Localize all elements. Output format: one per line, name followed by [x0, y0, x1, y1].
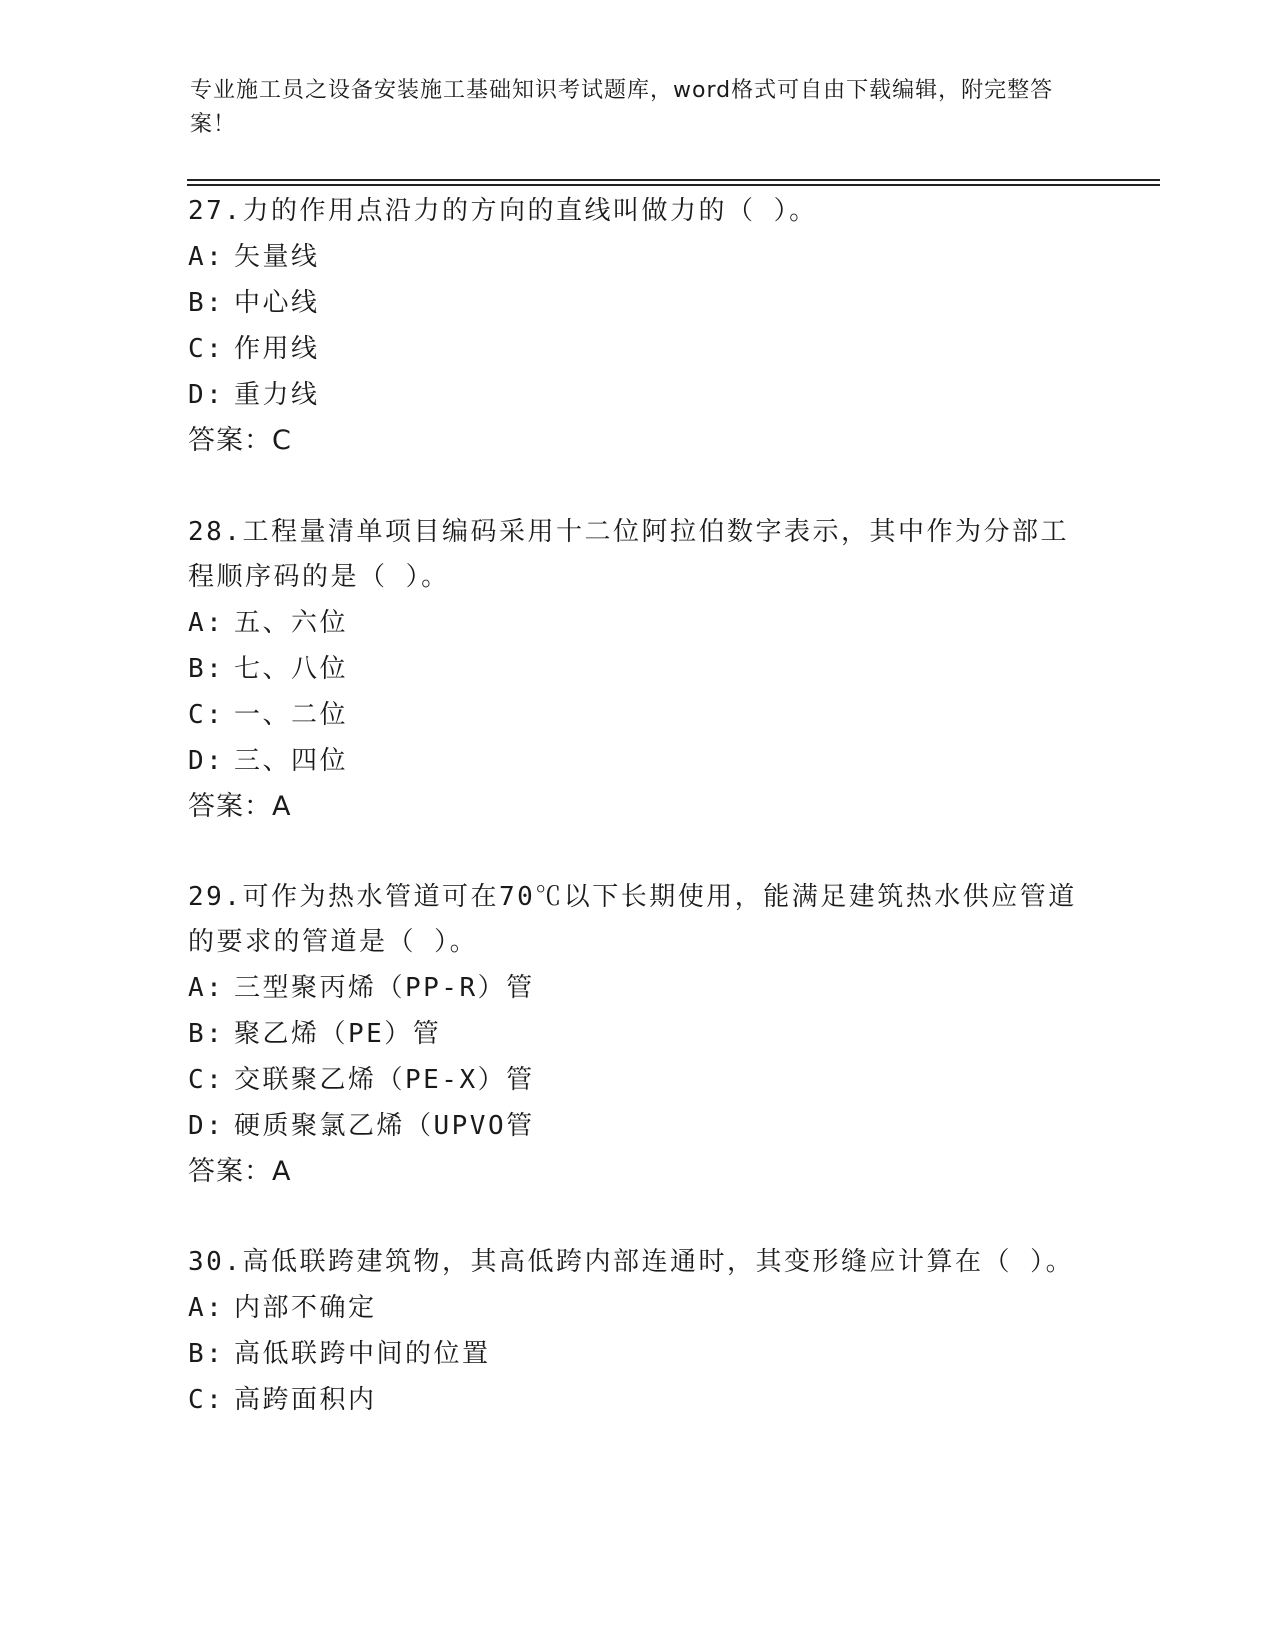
question-stem: 29.可作为热水管道可在70℃以下长期使用，能满足建筑热水供应管道的要求的管道是（ ）。 [188, 882, 1077, 957]
answer: 答案：C [188, 425, 292, 456]
option-d [188, 738, 1088, 784]
option-a [188, 965, 1088, 1011]
option-c [188, 692, 1088, 738]
option-b [188, 646, 1088, 692]
option-letter: B: [188, 288, 225, 318]
answer: 答案：A [188, 791, 292, 822]
option-letter: D: [188, 746, 225, 776]
option-letter: A: [188, 608, 225, 638]
option-b [188, 1011, 1088, 1057]
header-divider-bottom [187, 184, 1160, 186]
option-d [188, 1103, 1088, 1149]
option-letter: C: [188, 334, 225, 364]
option-d [188, 372, 1088, 418]
option-letter: B: [188, 1019, 225, 1049]
question-stem: 30.高低联跨建筑物，其高低跨内部连通时，其变形缝应计算在（ ）。 [188, 1247, 1075, 1277]
question-30 [188, 1240, 1088, 1423]
option-text: 三、四位 [234, 746, 349, 776]
option-a [188, 600, 1088, 646]
question-27 [188, 189, 1088, 464]
option-text: 交联聚乙烯（PE-X）管 [234, 1065, 535, 1095]
option-a [188, 234, 1088, 280]
option-text: 一、二位 [234, 700, 349, 730]
option-text: 七、八位 [234, 654, 349, 684]
option-letter: C: [188, 700, 225, 730]
question-stem: 27.力的作用点沿力的方向的直线叫做力的（ ）。 [188, 196, 818, 226]
option-text: 五、六位 [234, 608, 349, 638]
option-letter: C: [188, 1385, 225, 1415]
option-letter: B: [188, 1339, 225, 1369]
option-a [188, 1285, 1088, 1331]
header-divider-top [187, 179, 1160, 181]
option-text: 内部不确定 [234, 1293, 377, 1323]
option-text: 矢量线 [234, 242, 320, 272]
question-stem: 28.工程量清单项目编码采用十二位阿拉伯数字表示，其中作为分部工程顺序码的是（ ）。 [188, 517, 1069, 592]
option-letter: A: [188, 973, 225, 1003]
option-c [188, 326, 1088, 372]
option-text: 聚乙烯（PE）管 [234, 1019, 442, 1049]
option-letter: A: [188, 1293, 225, 1323]
option-letter: A: [188, 242, 225, 272]
option-c [188, 1057, 1088, 1103]
option-letter: B: [188, 654, 225, 684]
option-text: 高跨面积内 [234, 1385, 377, 1415]
option-text: 三型聚丙烯（PP-R）管 [234, 973, 535, 1003]
question-29 [188, 875, 1088, 1195]
option-b [188, 280, 1088, 326]
option-text: 硬质聚氯乙烯（UPVO管 [234, 1111, 535, 1141]
option-text: 作用线 [234, 334, 320, 364]
option-letter: C: [188, 1065, 225, 1095]
option-letter: D: [188, 380, 225, 410]
option-text: 重力线 [234, 380, 320, 410]
option-b [188, 1331, 1088, 1377]
option-c [188, 1377, 1088, 1423]
document-header: 专业施工员之设备安装施工基础知识考试题库，word格式可自由下载编辑，附完整答案！ [190, 78, 1054, 137]
option-text: 高低联跨中间的位置 [234, 1339, 491, 1369]
answer: 答案：A [188, 1156, 292, 1187]
option-text: 中心线 [234, 288, 320, 318]
option-letter: D: [188, 1111, 225, 1141]
question-28 [188, 510, 1088, 830]
